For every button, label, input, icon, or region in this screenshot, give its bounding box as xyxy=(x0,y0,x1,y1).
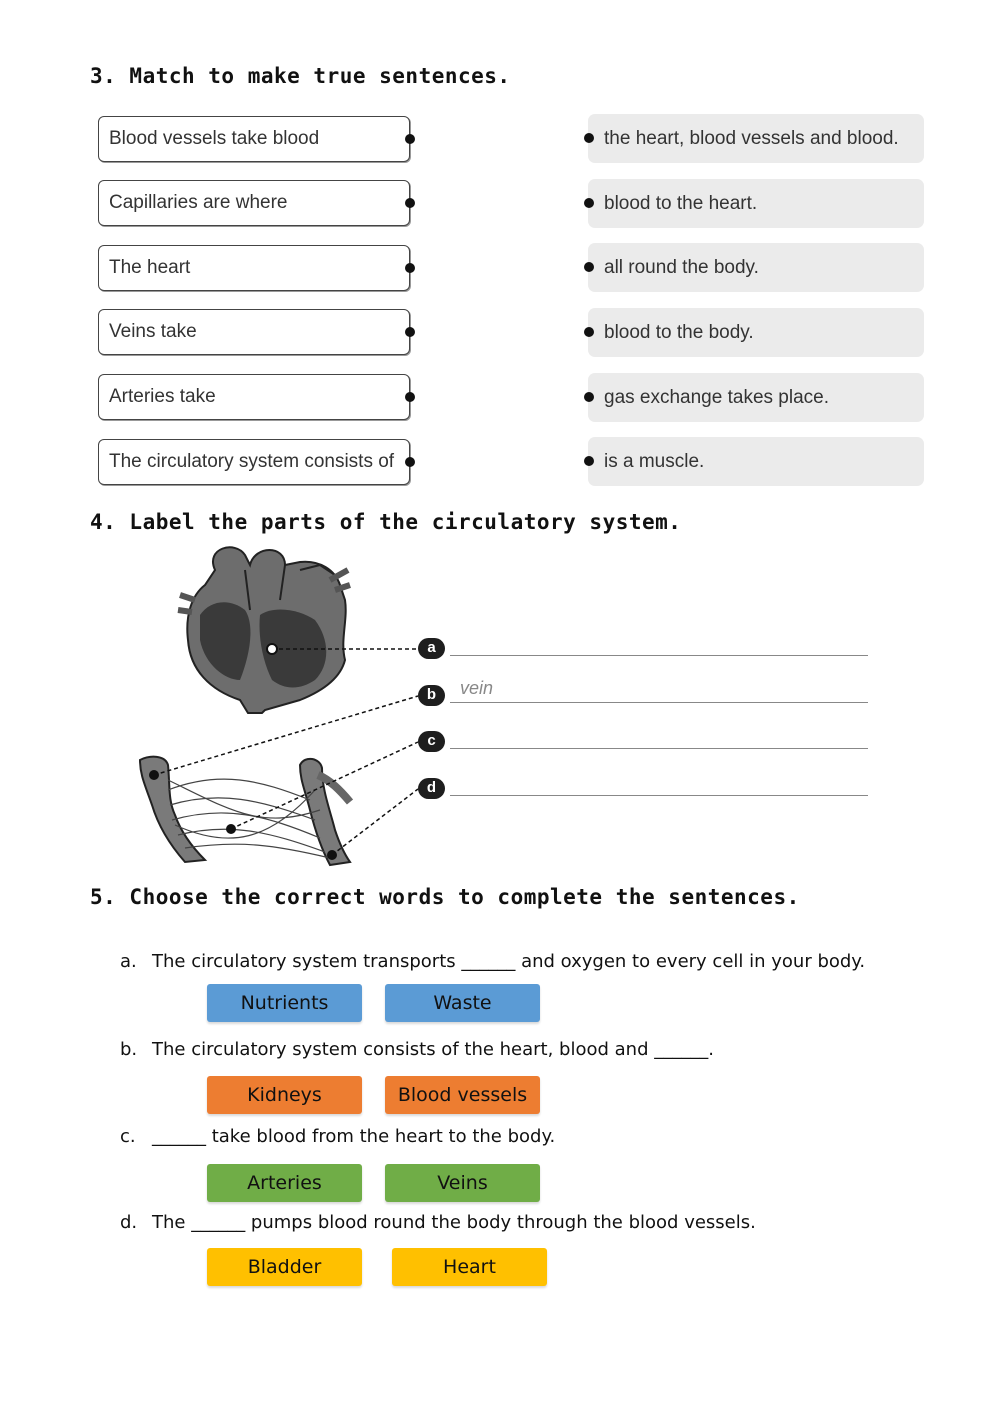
question-letter: b. xyxy=(120,1039,138,1060)
question-letter: a. xyxy=(120,951,137,972)
match-left-item[interactable] xyxy=(98,116,410,162)
label-marker-d: d xyxy=(418,778,445,799)
match-dot[interactable] xyxy=(584,456,594,466)
heart-illustration xyxy=(178,547,350,713)
section-5-heading: 5. Choose the correct words to complete the sentences. xyxy=(90,885,800,909)
option-arteries-button[interactable]: Arteries xyxy=(207,1164,362,1202)
match-left-item[interactable] xyxy=(98,374,410,420)
match-dot[interactable] xyxy=(405,198,415,208)
answer-line-c[interactable] xyxy=(450,748,868,749)
label-marker-c: c xyxy=(418,731,445,752)
answer-line-a[interactable] xyxy=(450,655,868,656)
match-right-text: blood to the heart. xyxy=(604,192,758,214)
match-right-item[interactable] xyxy=(588,179,924,228)
match-right-item[interactable] xyxy=(588,243,924,292)
question-letter: c. xyxy=(120,1126,136,1147)
question-text: The circulatory system transports ______ and oxygen to every cell in your body. xyxy=(152,951,866,972)
match-left-item[interactable] xyxy=(98,180,410,226)
section-3-heading: 3. Match to make true sentences. xyxy=(90,64,511,88)
match-dot[interactable] xyxy=(584,392,594,402)
option-heart-button[interactable]: Heart xyxy=(392,1248,547,1286)
match-dot[interactable] xyxy=(584,133,594,143)
match-left-text: The heart xyxy=(109,257,191,278)
match-left-text: Arteries take xyxy=(109,386,216,407)
match-dot[interactable] xyxy=(584,262,594,272)
option-kidneys-button[interactable]: Kidneys xyxy=(207,1076,362,1114)
match-right-item[interactable] xyxy=(588,114,924,163)
match-dot[interactable] xyxy=(405,263,415,273)
match-left-item[interactable] xyxy=(98,309,410,355)
match-right-text: is a muscle. xyxy=(604,450,705,472)
match-dot[interactable] xyxy=(584,327,594,337)
option-bladder-button[interactable]: Bladder xyxy=(207,1248,362,1286)
match-dot[interactable] xyxy=(405,134,415,144)
option-waste-button[interactable]: Waste xyxy=(385,984,540,1022)
pointer-dot xyxy=(226,824,236,834)
option-blood-vessels-button[interactable]: Blood vessels xyxy=(385,1076,540,1114)
match-left-text: The circulatory system consists of xyxy=(109,451,395,472)
match-right-text: all round the body. xyxy=(604,256,759,278)
match-right-text: the heart, blood vessels and blood. xyxy=(604,127,899,149)
match-left-item[interactable] xyxy=(98,439,410,485)
label-marker-a: a xyxy=(418,638,445,659)
section-4-heading: 4. Label the parts of the circulatory system. xyxy=(90,510,682,534)
match-dot[interactable] xyxy=(405,457,415,467)
answer-line-b[interactable] xyxy=(450,702,868,703)
match-right-item[interactable] xyxy=(588,308,924,357)
match-dot[interactable] xyxy=(405,392,415,402)
question-text: The circulatory system consists of the heart, blood and ______. xyxy=(152,1039,714,1060)
pointer-dot xyxy=(327,850,337,860)
question-text: ______ take blood from the heart to the body. xyxy=(152,1126,556,1147)
match-right-item[interactable] xyxy=(588,373,924,422)
match-right-text: blood to the body. xyxy=(604,321,754,343)
pointer-dot xyxy=(267,644,277,654)
match-right-item[interactable] xyxy=(588,437,924,486)
option-nutrients-button[interactable]: Nutrients xyxy=(207,984,362,1022)
match-left-item[interactable] xyxy=(98,245,410,291)
answer-text-b[interactable]: vein xyxy=(460,678,494,698)
match-left-text: Veins take xyxy=(109,321,197,342)
circulatory-diagram xyxy=(0,540,1000,880)
match-left-text: Capillaries are where xyxy=(109,192,288,213)
match-dot[interactable] xyxy=(405,327,415,337)
answer-line-d[interactable] xyxy=(450,795,868,796)
question-letter: d. xyxy=(120,1212,138,1233)
label-marker-b: b xyxy=(418,685,445,706)
match-dot[interactable] xyxy=(584,198,594,208)
capillary-illustration xyxy=(140,757,350,865)
option-veins-button[interactable]: Veins xyxy=(385,1164,540,1202)
match-right-text: gas exchange takes place. xyxy=(604,386,829,408)
match-left-text: Blood vessels take blood xyxy=(109,128,320,149)
question-text: The ______ pumps blood round the body through the blood vessels. xyxy=(152,1212,756,1233)
pointer-dot xyxy=(149,770,159,780)
